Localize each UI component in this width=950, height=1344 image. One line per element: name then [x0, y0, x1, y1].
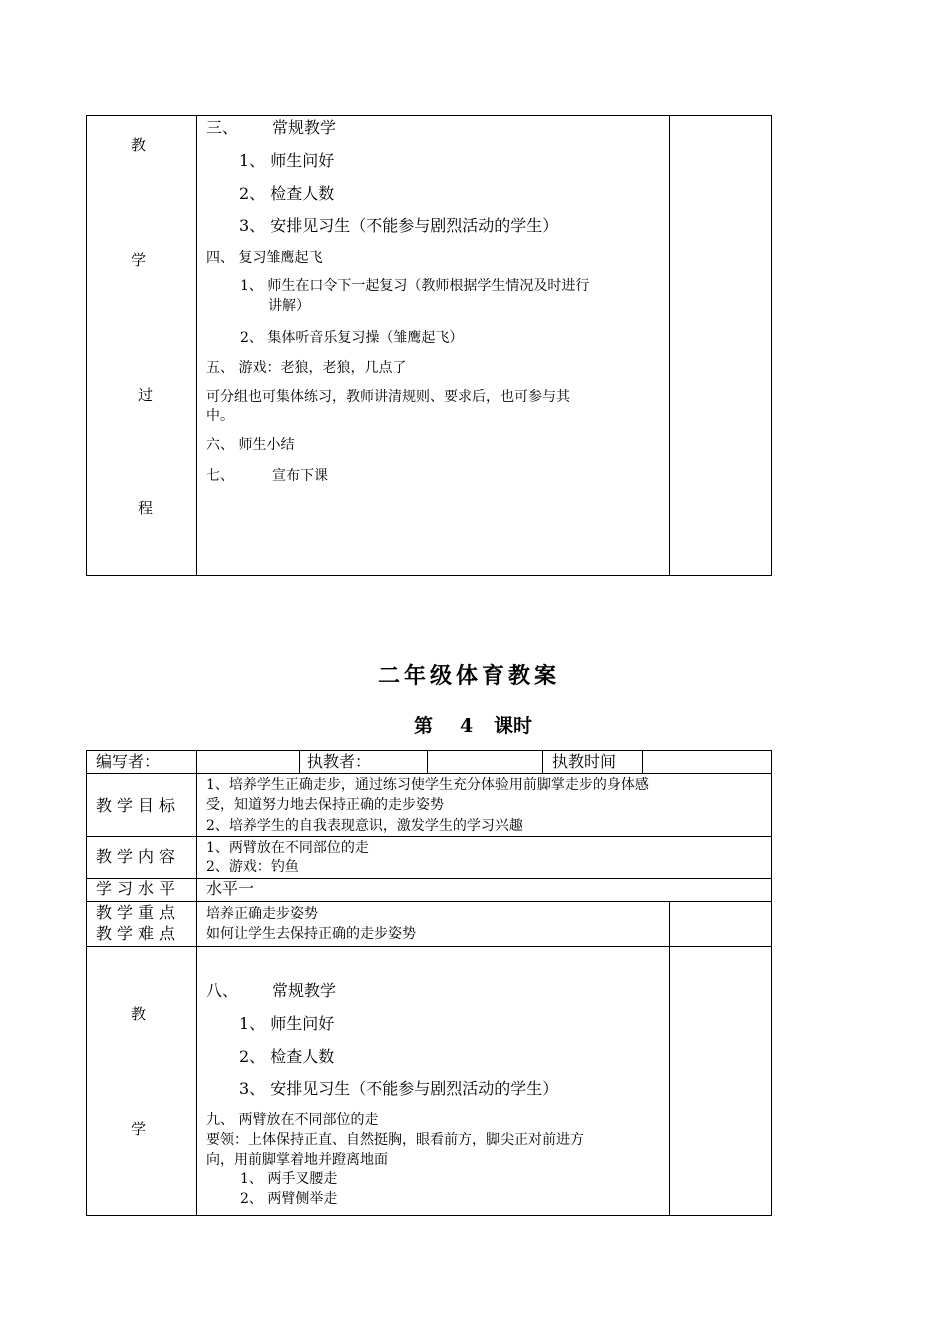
section-heading: 宣布下课 — [272, 468, 328, 484]
notes-divider — [669, 946, 670, 1216]
section-heading: 常规教学 — [272, 981, 337, 1000]
list-item: 3、 安排见习生（不能参与剧烈活动的学生） — [239, 216, 559, 235]
lesson-prefix: 第 — [414, 715, 434, 737]
teaching-content-line: 2、游戏：钓鱼 — [206, 859, 299, 875]
teaching-difficulty-value: 如何让学生去保持正确的走步姿势 — [206, 926, 416, 942]
teacher-label: 执教者： — [307, 752, 372, 771]
author-label: 编写者： — [96, 752, 161, 771]
list-item: 2、 检查人数 — [239, 1047, 335, 1066]
list-item: 3、 安排见习生（不能参与剧烈活动的学生） — [239, 1079, 559, 1098]
teaching-goal-label: 教学目标 — [96, 796, 181, 815]
side-label-char: 教 — [131, 1005, 147, 1023]
section-heading: 四、 复习雏鹰起飞 — [206, 250, 323, 266]
list-item: 1、 师生问好 — [239, 1014, 335, 1033]
paragraph: 要领：上体保持正直、自然挺胸，眼看前方，脚尖正对前进方 — [206, 1132, 584, 1148]
teaching-goal-line: 2、培养学生的自我表现意识，激发学生的学习兴趣 — [206, 818, 523, 834]
teaching-goal-line: 1、培养学生正确走步，通过练习使学生充分体验用前脚掌走步的身体感 — [206, 777, 649, 793]
section-number: 八、 — [206, 981, 239, 1000]
paragraph-continued: 向，用前脚掌着地并蹬离地面 — [206, 1152, 388, 1168]
label-divider — [196, 773, 197, 1216]
learning-level-value: 水平一 — [206, 879, 255, 898]
teaching-content-line: 1、两臂放在不同部位的走 — [206, 840, 369, 856]
cell-divider — [196, 750, 197, 774]
side-label-char: 教 — [131, 136, 147, 154]
lesson-number: 4 — [460, 715, 474, 737]
side-label-char: 过 — [138, 386, 154, 404]
section-heading: 常规教学 — [272, 118, 337, 137]
teaching-key-label: 教学重点 — [96, 903, 181, 922]
table-divider — [669, 115, 670, 576]
document-title: 二年级体育教案 — [378, 663, 561, 689]
section-number: 七、 — [206, 468, 234, 484]
notes-divider — [669, 901, 670, 946]
section-number: 三、 — [206, 118, 239, 137]
learning-level-label: 学习水平 — [96, 879, 181, 898]
list-item: 2、 检查人数 — [239, 184, 335, 203]
row-divider — [86, 773, 772, 774]
teaching-content-label: 教学内容 — [96, 847, 181, 866]
row-divider — [86, 836, 772, 837]
cell-divider — [542, 750, 543, 774]
teaching-time-label: 执教时间 — [552, 752, 617, 771]
section-heading: 五、 游戏：老狼，老狼，几点了 — [206, 360, 407, 376]
cell-divider — [427, 750, 428, 774]
cell-divider — [299, 750, 300, 774]
list-item: 1、 师生问好 — [239, 151, 335, 170]
teaching-goal-line: 受，知道努力地去保持正确的走步姿势 — [206, 797, 444, 813]
table-divider — [196, 115, 197, 576]
section-heading: 九、 两臂放在不同部位的走 — [206, 1112, 379, 1128]
cell-divider — [642, 750, 643, 774]
paragraph-continued: 中。 — [206, 408, 234, 424]
teaching-key-value: 培养正确走步姿势 — [206, 906, 318, 922]
paragraph: 可分组也可集体练习，教师讲清规则、要求后，也可参与其 — [206, 389, 570, 405]
list-item: 2、 集体听音乐复习操（雏鹰起飞） — [240, 330, 464, 346]
list-item: 1、 两手叉腰走 — [240, 1171, 338, 1187]
list-item: 1、 师生在口令下一起复习（教师根据学生情况及时进行 — [240, 278, 590, 294]
list-item: 2、 两臂侧举走 — [240, 1191, 338, 1207]
section-heading: 六、 师生小结 — [206, 437, 295, 453]
side-label-char: 程 — [138, 499, 154, 517]
lesson-suffix: 课时 — [494, 715, 533, 737]
teaching-difficulty-label: 教学难点 — [96, 924, 181, 943]
side-label-char: 学 — [131, 1120, 147, 1138]
side-label-char: 学 — [131, 251, 147, 269]
list-item-continued: 讲解） — [268, 298, 310, 314]
row-divider — [86, 878, 772, 879]
